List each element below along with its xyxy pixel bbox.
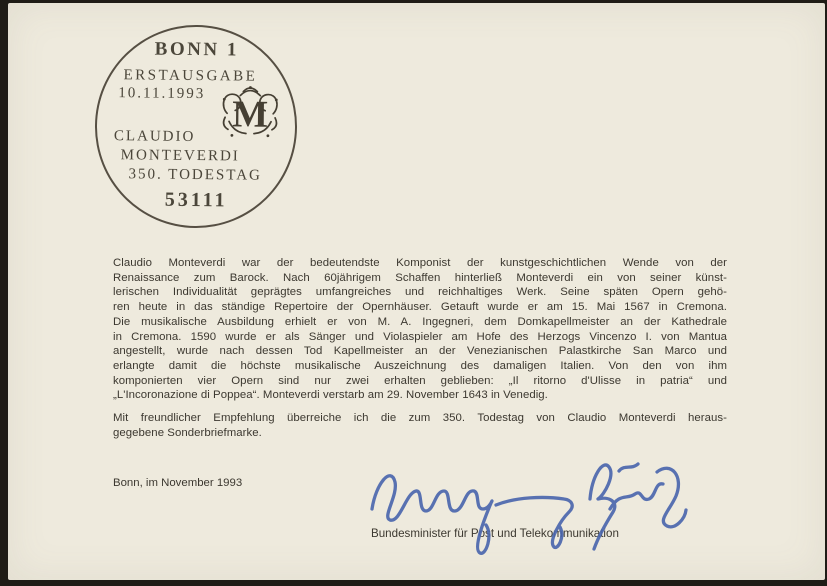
text-line: Renaissance zum Barock. Nach 60jährigem Schaffen hinterließ Monteverdi ein von seiner künst- — [113, 271, 727, 284]
place-date-line: Bonn, im November 1993 — [113, 477, 243, 489]
text-line: lerischen Individualität geprägtes umfangreiches und reichhaltiges Werk. Seine späten Opern gehö- — [113, 286, 727, 299]
first-day-sheet — [8, 3, 825, 580]
description-text — [113, 256, 727, 440]
text-line: Mit freundlicher Empfehlung überreiche ich die zum 350. Todestag von Claudio Monteverdi heraus- — [113, 412, 727, 425]
text-line: erlangte damit die höchste musikalische Auszeichnung des damaligen Italien. Von den von ihm — [113, 359, 727, 372]
postmark-occasion: 350. TODESTAG — [128, 166, 262, 184]
signature-autograph — [358, 441, 690, 561]
postmark-issue-date: 10.11.1993 — [118, 85, 206, 103]
postmark-city: BONN 1 — [154, 38, 239, 61]
issuer-line: Bundesminister für Post und Telekommunikation — [371, 527, 619, 540]
text-line: komponierten vier Opern sind nur zwei erhalten geblieben: „Il ritorno d'Ulisse in patria“ und — [113, 374, 727, 387]
text-line: ren heute in das ständige Repertoire der Opernhäuser. Getauft wurde er am 15. Mai 1567 in Cremona. — [113, 301, 727, 314]
text-line: Claudio Monteverdi war der bedeutendste Komponist der kunstgeschichtlichen Wende von der — [113, 257, 727, 269]
text-line: gegebene Sonderbriefmarke. — [113, 426, 262, 439]
postmark-circle — [94, 24, 298, 229]
text-line: Die musikalische Ausbildung erhielt er von M. A. Ingegneri, dem Domkapellmeister an der Kathedrale — [113, 315, 727, 328]
paragraph-biography — [113, 256, 727, 403]
paragraph-dedication — [113, 411, 727, 440]
text-line: angestellt, wurde nach dessen Tod Kapellmeister an der Venezianischen Palastkirche San Marco und — [113, 345, 727, 358]
postmark-name-line1: CLAUDIO — [113, 128, 196, 145]
postmark-postal-code: 53111 — [164, 188, 228, 212]
text-line: in Cremona. 1590 wurde er als Sänger und Violaspieler am Hofe des Herzogs Vincenzo I. von Mantua — [113, 330, 727, 343]
text-line: „L'Incoronazione di Poppea“. Monteverdi verstarb am 29. November 1643 in Venedig. — [113, 389, 548, 402]
monogram-letter: M — [231, 93, 269, 136]
postmark-name-line2: MONTEVERDI — [120, 147, 240, 165]
monteverdi-monogram-icon — [218, 83, 283, 142]
postmark-issue-type: ERSTAUSGABE — [123, 67, 258, 85]
